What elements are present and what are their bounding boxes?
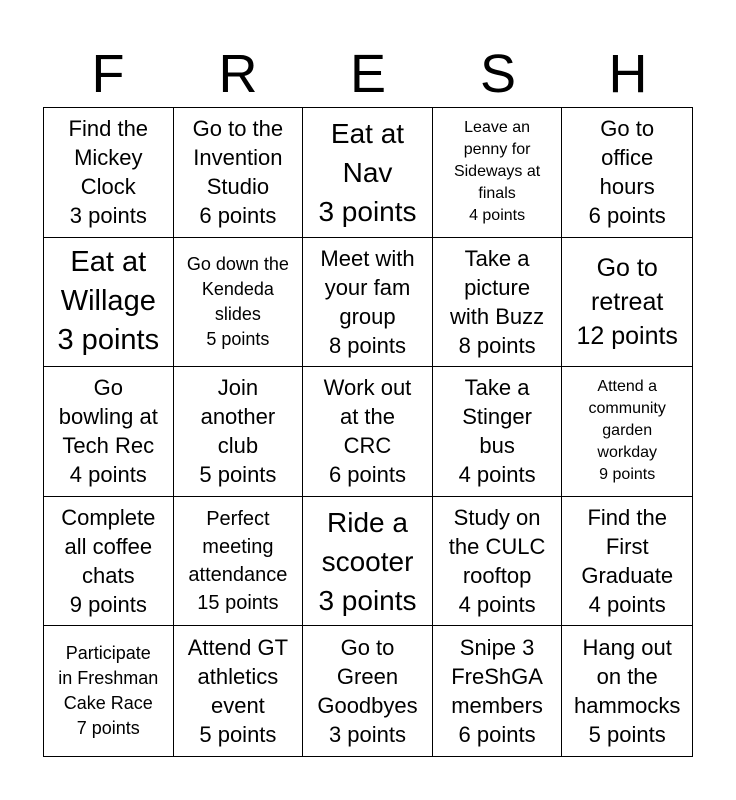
bingo-cell[interactable] xyxy=(174,238,304,368)
bingo-cell[interactable] xyxy=(433,626,563,756)
bingo-cell[interactable] xyxy=(303,367,433,497)
cell-text: Attend a community garden workday 9 points xyxy=(588,378,666,484)
cell-text: Go to Green Goodbyes 3 points xyxy=(317,635,418,748)
bingo-header xyxy=(43,40,693,108)
cell-text: Go to office hours 6 points xyxy=(588,116,666,229)
bingo-cell[interactable] xyxy=(44,626,174,756)
cell-text: Study on the CULC rooftop 4 points xyxy=(448,505,546,618)
bingo-cell[interactable] xyxy=(433,367,563,497)
bingo-cell[interactable] xyxy=(303,626,433,756)
bingo-board xyxy=(43,107,693,757)
bingo-cell[interactable] xyxy=(562,497,692,627)
cell-text: Go to retreat 12 points xyxy=(576,253,678,350)
bingo-cell[interactable] xyxy=(433,108,563,238)
cell-text: Meet with your fam group 8 points xyxy=(320,245,415,358)
bingo-cell[interactable] xyxy=(562,238,692,368)
cell-text: Take a picture with Buzz 8 points xyxy=(450,245,545,358)
bingo-cell[interactable] xyxy=(44,497,174,627)
bingo-cell[interactable] xyxy=(303,108,433,238)
header-letter-h: H xyxy=(608,44,648,104)
cell-text: Work out at the CRC 6 points xyxy=(323,375,412,488)
bingo-cell[interactable] xyxy=(433,497,563,627)
bingo-cell[interactable] xyxy=(562,626,692,756)
cell-text: Participate in Freshman Cake Race 7 points xyxy=(58,643,159,739)
bingo-cell[interactable] xyxy=(174,497,304,627)
bingo-cell[interactable] xyxy=(562,108,692,238)
cell-text: Find the First Graduate 4 points xyxy=(581,505,674,618)
bingo-cell[interactable] xyxy=(44,238,174,368)
cell-text: Eat at Nav 3 points xyxy=(318,117,417,227)
cell-text: Eat at Willage 3 points xyxy=(57,246,160,357)
cell-text: Take a Stinger bus 4 points xyxy=(458,375,536,488)
bingo-cell[interactable] xyxy=(44,367,174,497)
cell-text: Hang out on the hammocks 5 points xyxy=(574,635,681,748)
cell-text: Go down the Kendeda slides 5 points xyxy=(186,253,289,349)
cell-text: Go to the Invention Studio 6 points xyxy=(192,116,284,229)
header-letter-r: R xyxy=(218,44,258,104)
bingo-cell[interactable] xyxy=(433,238,563,368)
cell-text: Ride a scooter 3 points xyxy=(318,506,417,616)
bingo-cell[interactable] xyxy=(174,367,304,497)
cell-text: Leave an penny for Sideways at finals 4 points xyxy=(453,119,541,225)
header-letter-f: F xyxy=(91,44,125,104)
cell-text: Snipe 3 FreShGA members 6 points xyxy=(451,635,543,748)
header-letter-s: S xyxy=(479,44,517,104)
bingo-cell[interactable] xyxy=(174,108,304,238)
bingo-cell[interactable] xyxy=(174,626,304,756)
cell-text: Complete all coffee chats 9 points xyxy=(61,505,156,618)
bingo-cell[interactable] xyxy=(562,367,692,497)
bingo-cell[interactable] xyxy=(303,238,433,368)
cell-text: Go bowling at Tech Rec 4 points xyxy=(58,375,158,488)
cell-text: Perfect meeting attendance 15 points xyxy=(188,508,288,615)
bingo-cell[interactable] xyxy=(303,497,433,627)
cell-text: Join another club 5 points xyxy=(199,375,277,488)
cell-text: Find the Mickey Clock 3 points xyxy=(68,116,149,229)
header-letter-e: E xyxy=(349,44,387,104)
bingo-cell[interactable] xyxy=(44,108,174,238)
cell-text: Attend GT athletics event 5 points xyxy=(187,635,289,748)
